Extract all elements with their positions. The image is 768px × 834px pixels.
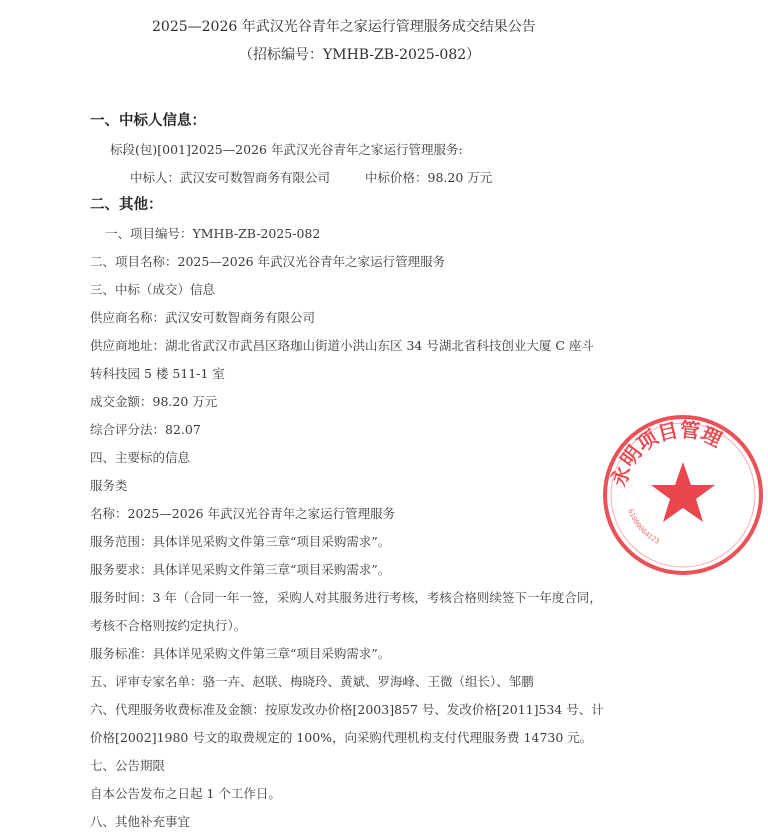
item-service-name: 名称：2025—2026 年武汉光谷青年之家运行管理服务 (90, 506, 396, 521)
item-notice-period-detail: 自本公告发布之日起 1 个工作日。 (90, 786, 281, 801)
item-service-standard: 服务标准：具体详见采购文件第三章“项目采购需求”。 (90, 646, 391, 661)
tender-number: （招标编号：YMHB-ZB-2025-082） (239, 47, 481, 63)
item-notice-period: 七、公告期限 (90, 758, 166, 773)
item-supplier-address-cont: 转科技园 5 楼 511-1 室 (90, 366, 225, 381)
company-seal (598, 410, 768, 580)
item-deal-amount: 成交金额：98.20 万元 (90, 394, 218, 409)
item-supplier-address: 供应商地址：湖北省武汉市武昌区珞珈山街道小洪山东区 34 号湖北省科技创业大厦 C 座斗 (90, 338, 594, 353)
item-score: 综合评分法：82.07 (90, 422, 201, 437)
section-2-heading: 二、其他： (90, 197, 163, 213)
document-title: 2025—2026 年武汉光谷青年之家运行管理服务成交结果公告 (152, 19, 536, 35)
item-agency-fee-cont: 价格[2002]1980 号文的取费规定的 100%，向采购代理机构支付代理服务费 14730 元。 (90, 730, 593, 745)
item-award-info: 三、中标（成交）信息 (90, 282, 216, 297)
price-line: 中标价格：98.20 万元 (365, 170, 493, 185)
item-supplier-name: 供应商名称：武汉安可数智商务有限公司 (90, 310, 316, 325)
seal-code (626, 508, 661, 546)
winner-line: 中标人：武汉安可数智商务有限公司 (130, 170, 331, 185)
item-service-scope: 服务范围：具体详见采购文件第三章“项目采购需求”。 (90, 534, 391, 549)
star-icon (651, 462, 715, 522)
item-project-number: 一、项目编号：YMHB-ZB-2025-082 (105, 226, 321, 241)
item-other-matters: 八、其他补充事宜 (90, 814, 191, 829)
item-project-name: 二、项目名称：2025—2026 年武汉光谷青年之家运行管理服务 (90, 254, 446, 269)
item-agency-fee: 六、代理服务收费标准及金额：按原发改办价格[2003]857 号、发改价格[2011]534 号、计 (90, 702, 604, 717)
seal-text (606, 417, 726, 489)
item-main-subject: 四、主要标的信息 (90, 450, 191, 465)
item-service-requirements: 服务要求：具体详见采购文件第三章“项目采购需求”。 (90, 562, 391, 577)
item-expert-list: 五、评审专家名单：骆一卉、赵联、梅晓玲、黄斌、罗海峰、王微（组长）、邹鹏 (90, 674, 534, 689)
item-service-time-cont: 考核不合格则按约定执行）。 (90, 618, 247, 633)
lot-line: 标段(包)[001]2025—2026 年武汉光谷青年之家运行管理服务: (110, 142, 463, 157)
seal-code-path: 61000064123 (626, 507, 661, 546)
seal-text-path: 永明项目管理 (606, 417, 726, 490)
item-service-class: 服务类 (90, 478, 128, 493)
section-1-heading: 一、中标人信息： (90, 113, 206, 129)
item-service-time: 服务时间：3 年（合同一年一签，采购人对其服务进行考核，考核合格则续签下一年度合同， (90, 590, 602, 605)
